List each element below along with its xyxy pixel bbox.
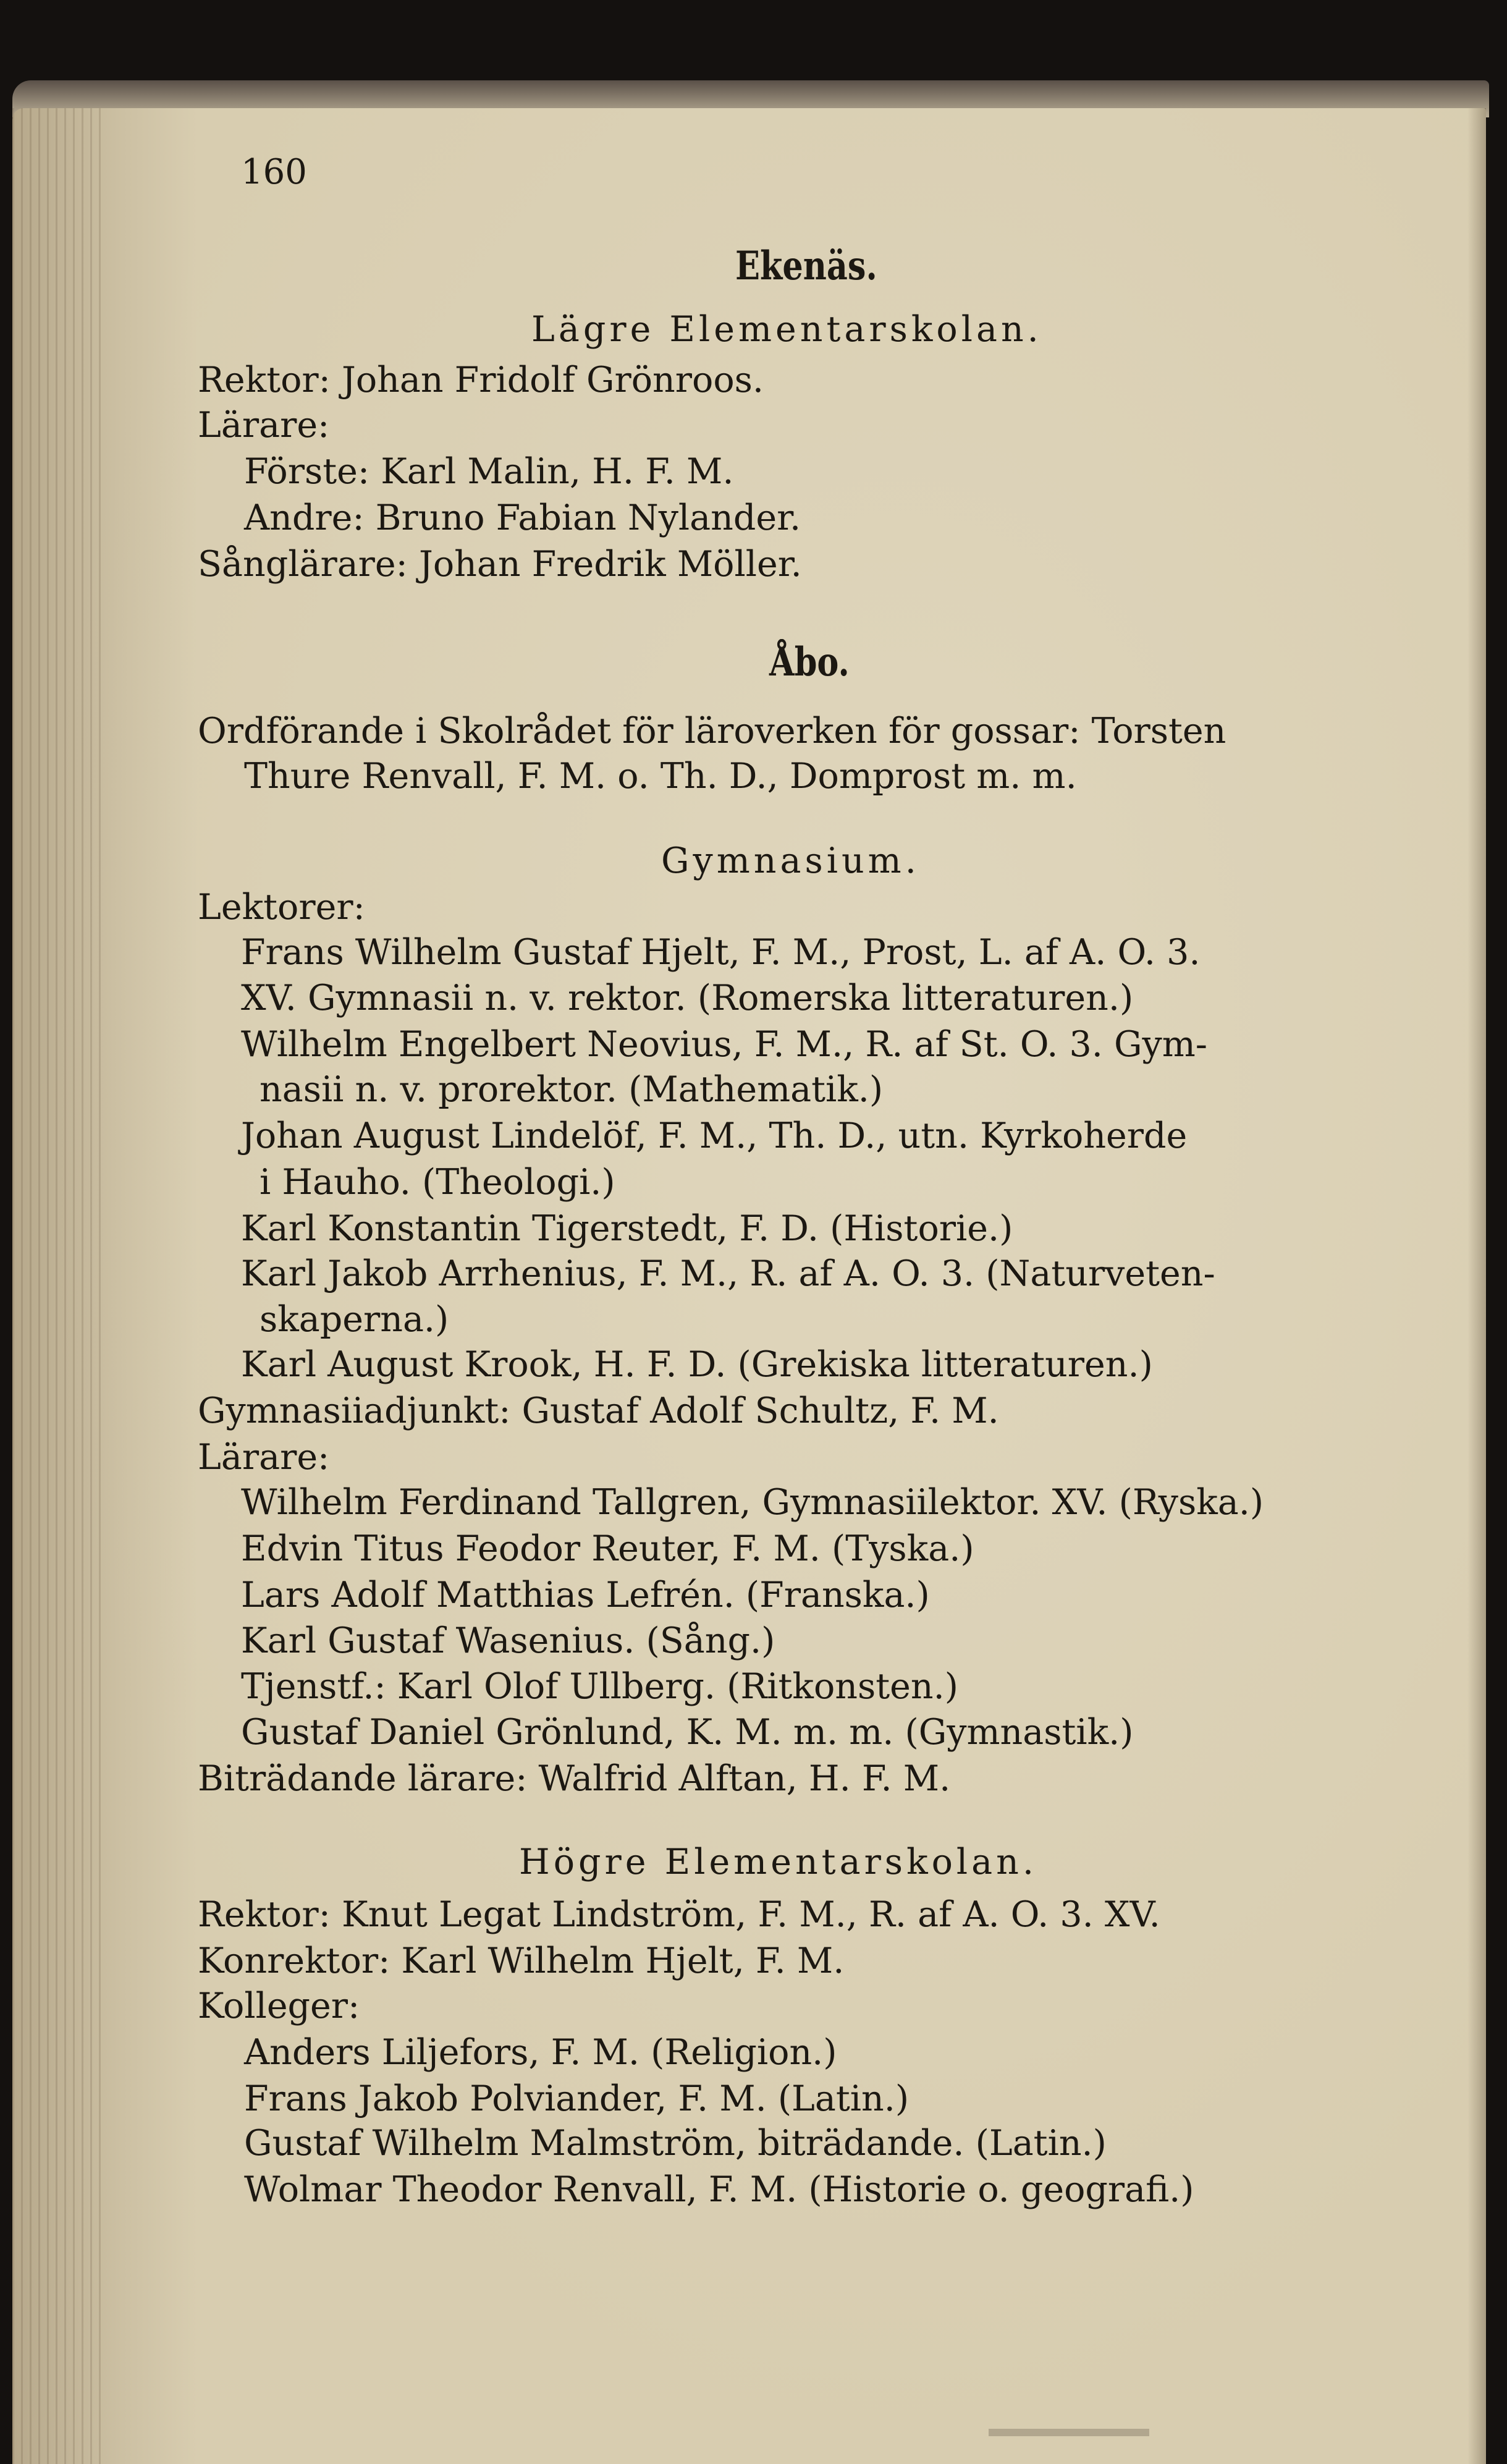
text-line: Karl August Krook, H. F. D. (Grekiska litteraturen.) bbox=[241, 1344, 1153, 1385]
text-line: skaperna.) bbox=[260, 1299, 449, 1340]
text-line: Lärare: bbox=[198, 405, 330, 446]
school-title-hogre: Högre Elementarskolan. bbox=[519, 1842, 1037, 1882]
text-line: Biträdande lärare: Walfrid Alftan, H. F. M. bbox=[198, 1758, 951, 1799]
text-line: Tjenstf.: Karl Olof Ullberg. (Ritkonsten.) bbox=[241, 1666, 958, 1707]
page-right-edge bbox=[1467, 108, 1486, 2464]
book-page bbox=[12, 108, 1486, 2464]
text-line: Karl Gustaf Wasenius. (Sång.) bbox=[241, 1620, 775, 1661]
page-gutter bbox=[12, 108, 105, 2464]
section-heading-abo: Åbo. bbox=[769, 639, 850, 685]
text-line: Lektorer: bbox=[198, 887, 365, 928]
text-line: Andre: Bruno Fabian Nylander. bbox=[244, 497, 801, 538]
text-line: Wolmar Theodor Renvall, F. M. (Historie o. geografi.) bbox=[244, 2169, 1194, 2210]
text-line: Karl Konstantin Tigerstedt, F. D. (Historie.) bbox=[241, 1208, 1013, 1249]
text-line: Thure Renvall, F. M. o. Th. D., Domprost m. m. bbox=[244, 756, 1077, 797]
text-line: Lärare: bbox=[198, 1437, 330, 1478]
text-line: i Hauho. (Theologi.) bbox=[260, 1162, 615, 1203]
text-line: Ordförande i Skolrådet för läroverken för gossar: Torsten bbox=[198, 711, 1226, 751]
text-line: Frans Jakob Polviander, F. M. (Latin.) bbox=[244, 2078, 910, 2119]
text-line: XV. Gymnasii n. v. rektor. (Romerska litteraturen.) bbox=[241, 978, 1134, 1018]
text-line: Lars Adolf Matthias Lefrén. (Franska.) bbox=[241, 1575, 930, 1615]
text-line: Anders Liljefors, F. M. (Religion.) bbox=[244, 2032, 837, 2073]
page-number: 160 bbox=[241, 152, 307, 192]
text-line: Gustaf Daniel Grönlund, K. M. m. m. (Gymnastik.) bbox=[241, 1712, 1134, 1753]
text-line: Rektor: Johan Fridolf Grönroos. bbox=[198, 360, 764, 400]
text-line: nasii n. v. prorektor. (Mathematik.) bbox=[260, 1069, 884, 1110]
text-line: Wilhelm Engelbert Neovius, F. M., R. af St. O. 3. Gym- bbox=[241, 1024, 1208, 1065]
page-smudge bbox=[989, 2429, 1149, 2436]
subsection-heading-gymnasium: Gymnasium. bbox=[661, 840, 920, 881]
text-line: Konrektor: Karl Wilhelm Hjelt, F. M. bbox=[198, 1941, 845, 1981]
text-line: Johan August Lindelöf, F. M., Th. D., utn. Kyrkoherde bbox=[241, 1116, 1188, 1156]
text-line: Förste: Karl Malin, H. F. M. bbox=[244, 451, 734, 492]
text-line: Kolleger: bbox=[198, 1986, 360, 2026]
text-line: Wilhelm Ferdinand Tallgren, Gymnasiilektor. XV. (Ryska.) bbox=[241, 1482, 1264, 1523]
section-heading-ekenas: Ekenäs. bbox=[735, 243, 877, 289]
school-title-lagre: Lägre Elementarskolan. bbox=[531, 309, 1042, 350]
text-line: Frans Wilhelm Gustaf Hjelt, F. M., Prost, L. af A. O. 3. bbox=[241, 932, 1201, 973]
text-line: Sånglärare: Johan Fredrik Möller. bbox=[198, 544, 802, 585]
text-line: Gustaf Wilhelm Malmström, biträdande. (Latin.) bbox=[244, 2123, 1107, 2164]
text-line: Edvin Titus Feodor Reuter, F. M. (Tyska.) bbox=[241, 1528, 974, 1569]
text-line: Rektor: Knut Legat Lindström, F. M., R. af A. O. 3. XV. bbox=[198, 1894, 1160, 1935]
text-line: Gymnasiiadjunkt: Gustaf Adolf Schultz, F. M. bbox=[198, 1391, 999, 1431]
text-line: Karl Jakob Arrhenius, F. M., R. af A. O. 3. (Naturveten- bbox=[241, 1253, 1215, 1294]
